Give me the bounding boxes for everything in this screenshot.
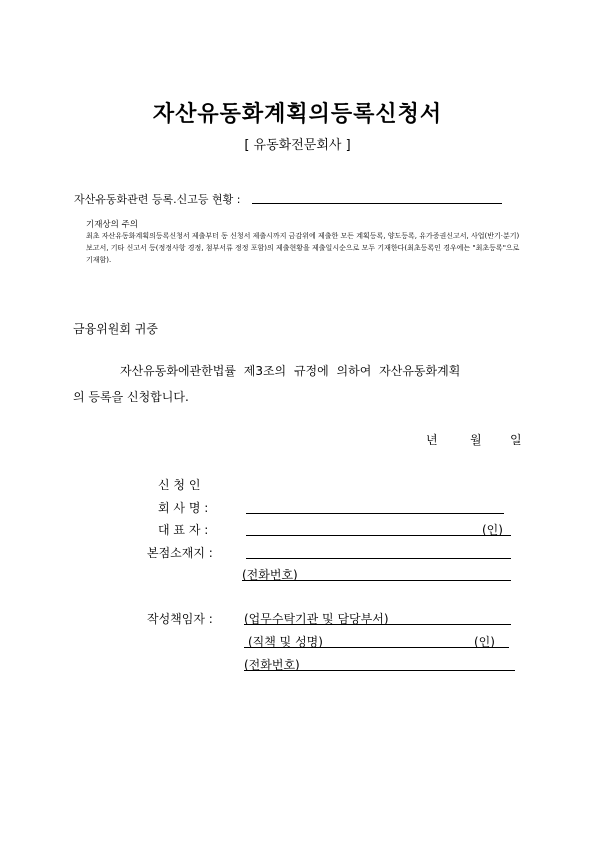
preparer-org-label: (업무수탁기관 및 담당부서) [244, 612, 389, 626]
registration-status-label: 자산유동화관련 등록.신고등 현황 : [74, 193, 241, 206]
preparer-phone-label: (전화번호) [244, 658, 300, 672]
date-year-label: 년 [426, 433, 438, 447]
note-body: 최초 자산유동화계획의등록신청서 제출부터 동 신청서 제출시까지 금감위에 제출한 모든 계획등록, 양도등록, 유가증권신고서, 사업(반기·분기)보고서, 기타 신고서 등(정정사항 경정, 첨부서류 정정 포함)의 제출현황을 제출일시순으로 모두 기재한다(최초등록인 경우에는 "최초등록"으로 기재함). [86, 232, 520, 264]
preparer-label: 작성책임자 : [147, 612, 213, 626]
preparer-seal: (인) [474, 635, 495, 649]
preparer-position-line [244, 647, 509, 648]
applicant-heading: 신 청 인 [158, 478, 201, 492]
preparer-position-label: (직책 및 성명) [248, 635, 323, 649]
date-day-label: 일 [510, 433, 522, 447]
document-title: 자산유동화계획의등록신청서 [152, 102, 443, 127]
head-office-address-label: 본점소재지 : [147, 546, 213, 560]
registration-status-line [252, 203, 502, 204]
representative-label: 대 표 자 : [158, 523, 209, 537]
application-text-line-1: 자산유동화에관한법률 제3조의 규정에 의하여 자산유동화계획 [120, 364, 461, 378]
addressee: 금융위원회 귀중 [73, 322, 158, 336]
application-text-line-2: 의 등록을 신청합니다. [73, 390, 189, 404]
head-office-address-line [246, 558, 511, 559]
date-month-label: 월 [470, 433, 482, 447]
preparer-org-line [244, 624, 511, 625]
representative-line [246, 535, 511, 536]
company-name-line [246, 513, 504, 514]
document-subtitle: [ 유동화전문회사 ] [244, 138, 351, 153]
applicant-phone-label: (전화번호) [242, 568, 298, 582]
representative-seal: (인) [482, 523, 503, 537]
preparer-phone-line [244, 670, 515, 671]
applicant-phone-line [242, 580, 511, 581]
company-name-label: 회 사 명 : [158, 501, 209, 515]
note-heading: 기재상의 주의 [86, 220, 138, 230]
